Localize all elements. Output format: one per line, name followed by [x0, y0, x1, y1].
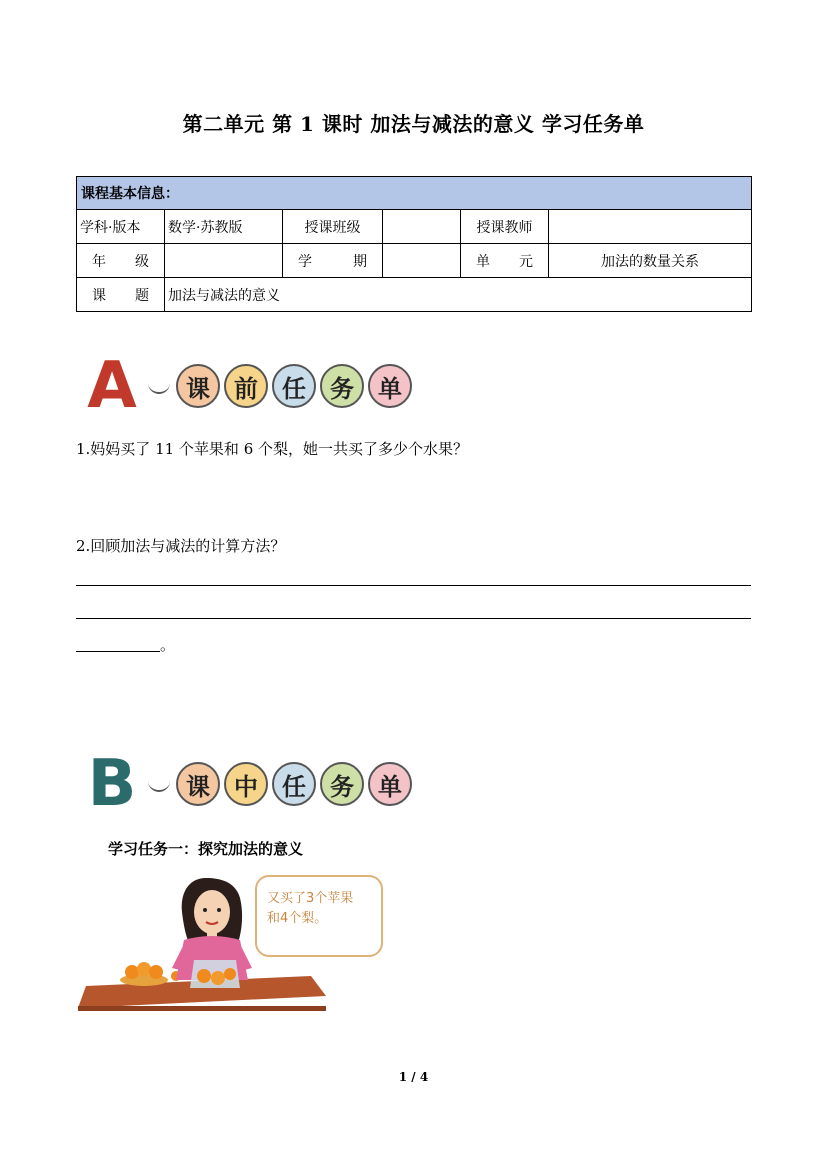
course-info-table: [76, 176, 752, 312]
speech-line-1: 又买了3个苹果: [267, 891, 354, 906]
letter-a-logo: A: [87, 349, 137, 423]
topic-label: [77, 278, 165, 312]
answer-line-2[interactable]: [76, 618, 751, 619]
answer-line-1[interactable]: [76, 585, 751, 586]
term-label-2: 期: [353, 253, 367, 270]
subject-value: 数学·苏教版: [165, 210, 283, 244]
banner-b-char-5: 单: [368, 762, 412, 806]
swirl-decoration: [148, 776, 170, 792]
banner-b-char-4: 务: [320, 762, 364, 806]
letter-b-logo: B: [87, 747, 137, 821]
unit-label-1: 单: [476, 253, 490, 270]
topic-label-1: 课: [92, 287, 106, 304]
banner-b-char-3: 任: [272, 762, 316, 806]
class-value: [383, 210, 461, 244]
swirl-decoration: [148, 378, 170, 394]
question-2: 2.回顾加法与减法的计算方法？: [76, 537, 286, 555]
banner-a-char-4: 务: [320, 364, 364, 408]
in-class-banner: [76, 748, 412, 820]
banner-a-char-3: 任: [272, 364, 316, 408]
question-1: 1.妈妈买了 11 个苹果和 6 个梨，她一共买了多少个水果？: [76, 440, 469, 458]
teacher-value: [549, 210, 752, 244]
answer-period: 。: [160, 636, 176, 654]
speech-bubble: [255, 875, 383, 957]
topic-value: 加法与减法的意义: [165, 278, 752, 312]
speech-line-2: 和4个梨。: [267, 911, 328, 926]
term-value: [383, 244, 461, 278]
task-1-heading: 学习任务一：探究加法的意义: [108, 840, 304, 858]
banner-a-char-1: 课: [176, 364, 220, 408]
grade-label-1: 年: [92, 253, 106, 270]
banner-a-char-5: 单: [368, 364, 412, 408]
unit-value: 加法的数量关系: [549, 244, 752, 278]
unit-label-2: 元: [519, 253, 533, 270]
term-label-1: 学: [298, 253, 312, 270]
subject-label: 学科·版本: [77, 210, 165, 244]
banner-a-char-2: 前: [224, 364, 268, 408]
banner-b-char-2: 中: [224, 762, 268, 806]
page-number: 1 / 4: [398, 1070, 429, 1084]
page-title: 第二单元 第 1 课时 加法与减法的意义 学习任务单: [182, 112, 645, 136]
teacher-label: 授课教师: [461, 210, 549, 244]
class-label: 授课班级: [283, 210, 383, 244]
unit-label: [461, 244, 549, 278]
banner-b-char-1: 课: [176, 762, 220, 806]
pre-class-banner: [76, 350, 412, 422]
grade-label: [77, 244, 165, 278]
term-label: [283, 244, 383, 278]
answer-line-3[interactable]: [76, 651, 160, 652]
topic-label-2: 题: [135, 287, 149, 304]
grade-label-2: 级: [135, 253, 149, 270]
table-header: 课程基本信息：: [77, 177, 752, 210]
grade-value: [165, 244, 283, 278]
